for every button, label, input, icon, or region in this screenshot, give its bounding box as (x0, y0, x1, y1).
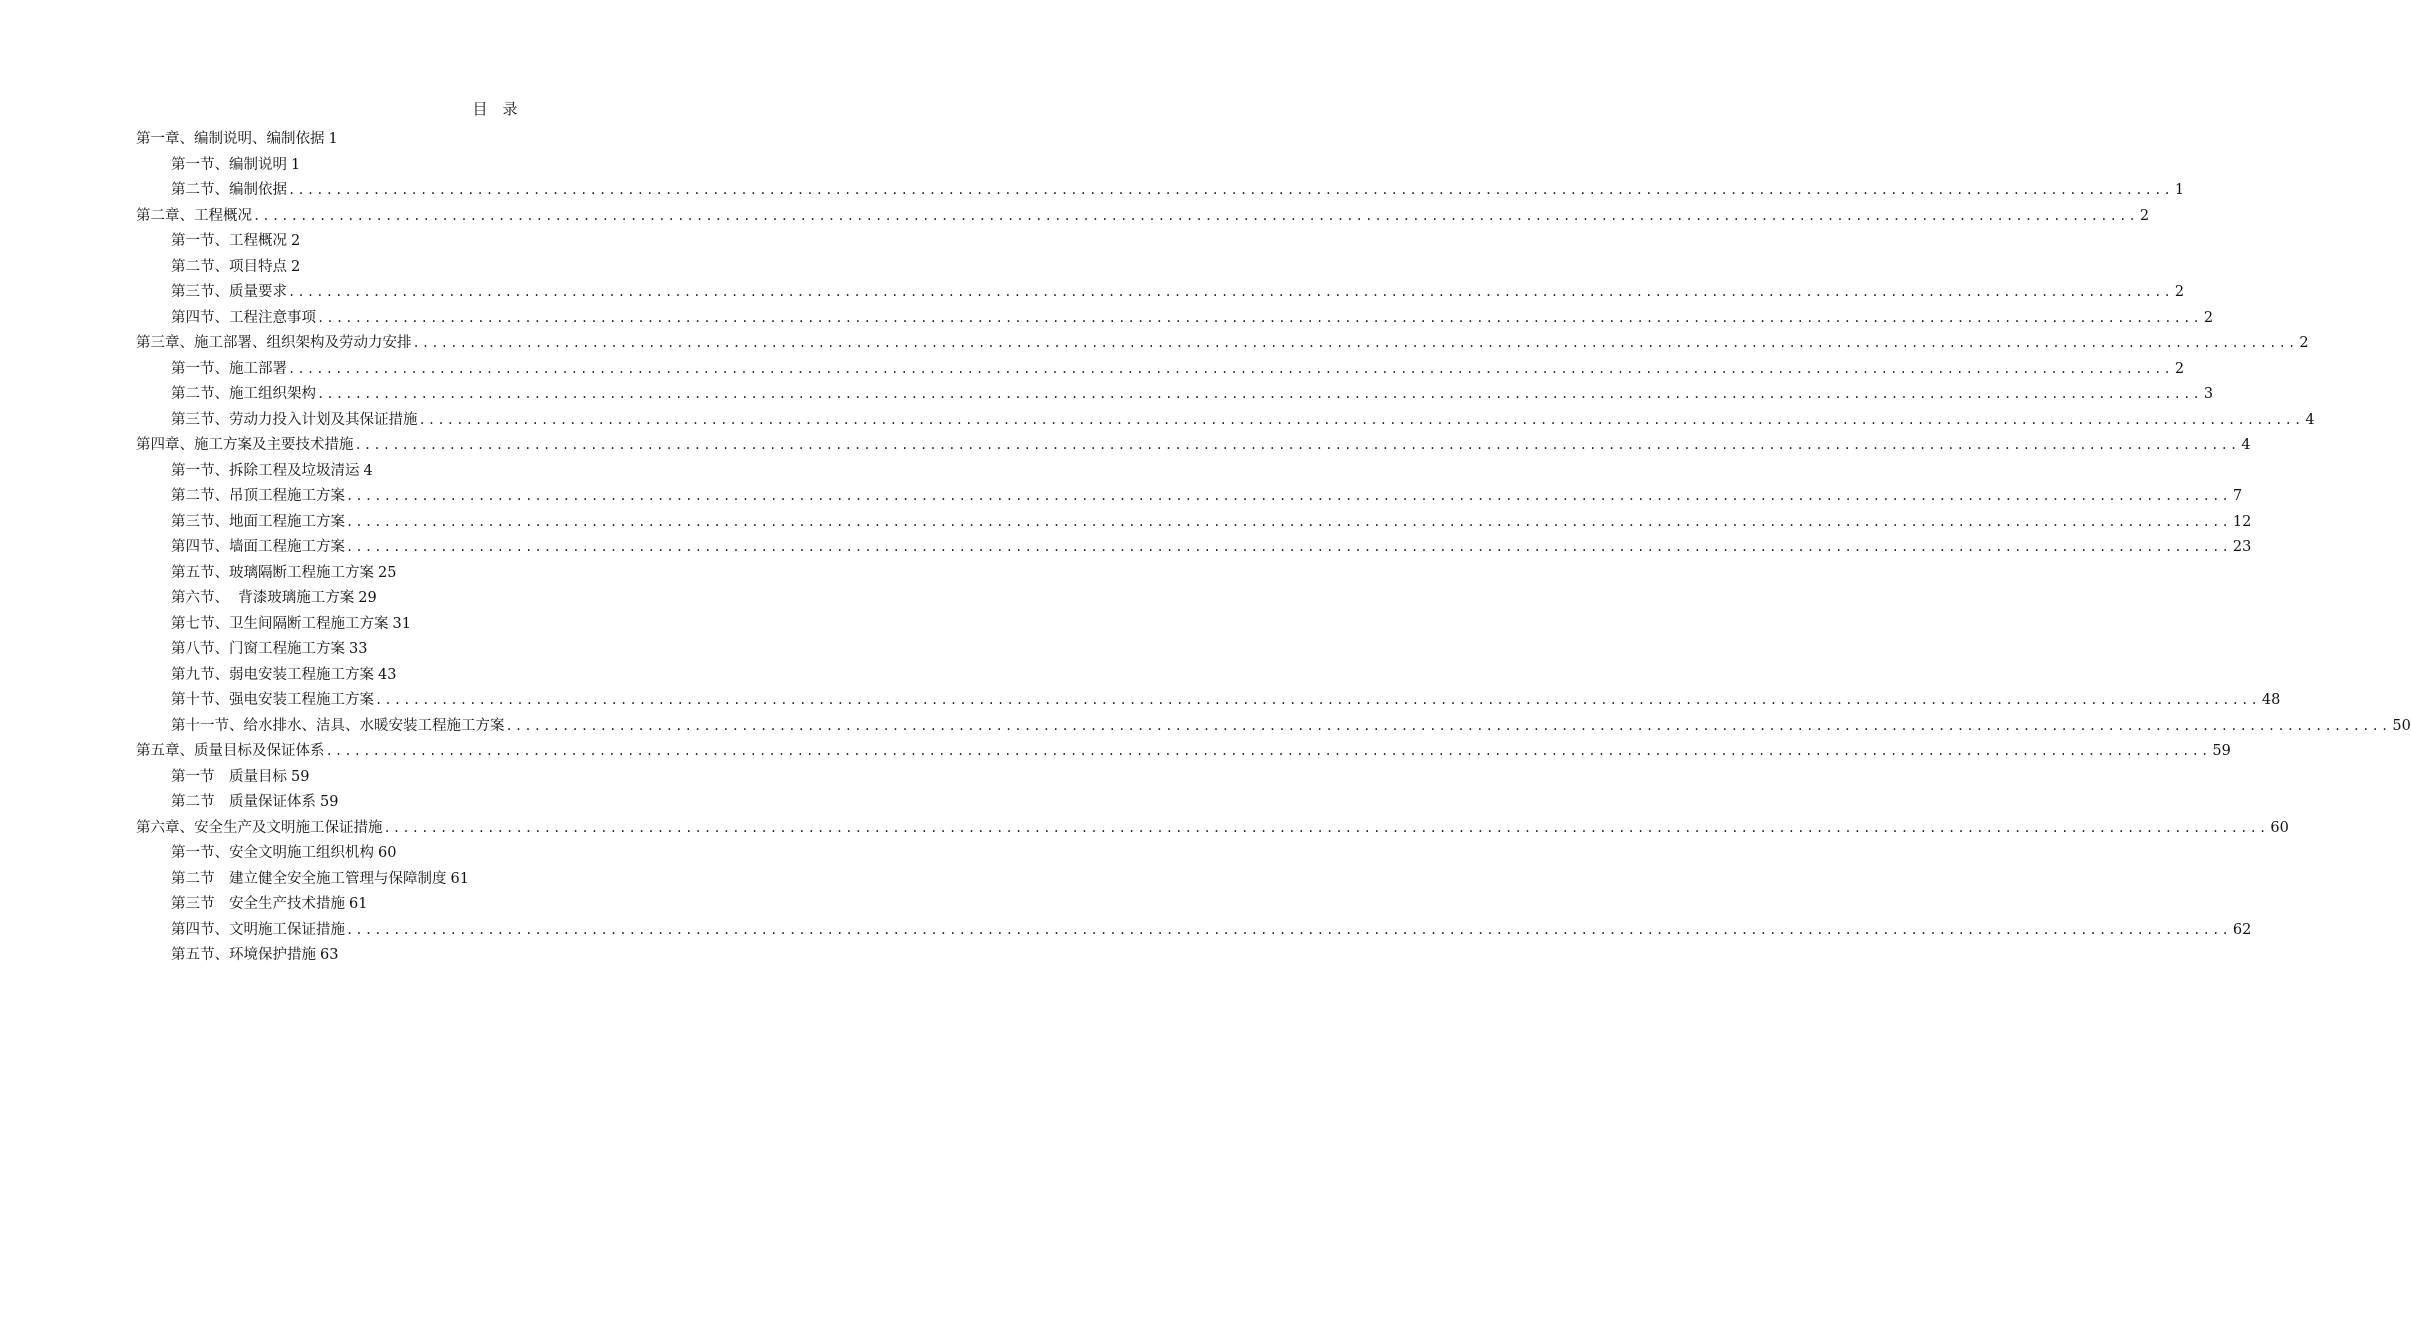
toc-section-entry[interactable] (171, 943, 851, 968)
toc-chapter-entry[interactable] (136, 204, 2150, 229)
toc-dot-leader: ........................................................................................................................................................................................................ (317, 387, 2202, 401)
toc-entry-label: 第六章、安全生产及文明施工保证措施 (136, 819, 383, 836)
toc-dot-leader: ........................................................................................................................................................................................................ (288, 285, 2173, 299)
toc-page-number: 61 (349, 896, 368, 912)
toc-entry-label: 第二节、项目特点 (171, 258, 287, 275)
toc-dot-leader: ........................................................................................................................................................................................................ (505, 718, 2391, 733)
toc-chapter-entry[interactable] (136, 816, 2289, 841)
toc-entry-label: 第四节、工程注意事项 (171, 309, 316, 326)
toc-page-number: 61 (450, 870, 469, 887)
toc-section-entry[interactable] (171, 714, 2411, 739)
toc-page-number: 25 (378, 564, 397, 581)
toc-entry-label: 第二节 质量保证体系 (171, 794, 316, 810)
toc-page-number: 4 (2241, 437, 2251, 453)
toc-entry-label: 第四节、墙面工程施工方案 (171, 539, 345, 555)
toc-page-number: 23 (2232, 539, 2252, 555)
toc-entry-label: 第九节、弱电安装工程施工方案 (171, 666, 374, 683)
toc-section-entry[interactable] (171, 255, 851, 280)
toc-section-entry[interactable] (171, 459, 851, 484)
toc-section-entry[interactable] (171, 280, 2185, 305)
toc-section-entry[interactable] (171, 382, 2214, 407)
toc-entry-label: 第十一节、给水排水、洁具、水暖安装工程施工方案 (171, 717, 505, 734)
toc-title: 目 录 (472, 100, 518, 118)
toc-section-entry[interactable] (171, 561, 851, 586)
toc-entry-label: 第二章、工程概况 (136, 207, 252, 224)
toc-dot-leader: ........................................................................................................................................................................................................ (288, 183, 2173, 197)
toc-dot-leader: ........................................................................................................................................................................................................ (354, 438, 2240, 452)
toc-dot-leader: ........................................................................................................................................................................................................ (412, 336, 2298, 350)
toc-dot-leader: ........................................................................................................................................................................................................ (418, 412, 2304, 427)
toc-entry-label: 第一节、拆除工程及垃圾清运 (171, 462, 360, 479)
toc-section-entry[interactable] (171, 663, 851, 688)
toc-entry-label: 第一节、工程概况 (171, 233, 287, 249)
toc-section-entry[interactable] (171, 229, 851, 254)
toc-page-number: 33 (349, 641, 368, 657)
toc-chapter-entry[interactable] (136, 433, 2251, 458)
toc-section-entry[interactable] (171, 510, 2252, 535)
toc-dot-leader: ........................................................................................................................................................................................................ (346, 514, 2231, 529)
toc-page-number: 63 (320, 947, 339, 963)
toc-section-entry[interactable] (171, 637, 851, 662)
toc-page-number: 59 (291, 768, 310, 785)
toc-page-number: 60 (378, 845, 397, 861)
toc-page-number: 12 (2232, 513, 2252, 530)
toc-section-entry[interactable] (171, 867, 851, 892)
toc-entry-label: 第一节、施工部署 (171, 360, 287, 377)
toc-page-number: 2 (2299, 335, 2309, 351)
toc-section-entry[interactable] (171, 892, 851, 917)
toc-dot-leader: ........................................................................................................................................................................................................ (253, 208, 2138, 223)
toc-page-number: 59 (320, 794, 339, 810)
toc-entry-label: 第二节、吊顶工程施工方案 (171, 488, 345, 504)
toc-entry-label: 第三节、地面工程施工方案 (171, 513, 345, 530)
toc-entry-label: 第十节、强电安装工程施工方案 (171, 692, 374, 708)
toc-section-entry[interactable] (171, 790, 851, 815)
toc-entry-label: 第二节、编制依据 (171, 182, 287, 198)
toc-page-number: 62 (2232, 921, 2252, 938)
toc-dot-leader: ........................................................................................................................................................................................................ (288, 361, 2173, 376)
toc-page-number: 29 (358, 590, 377, 606)
toc-dot-leader: ........................................................................................................................................................................................................ (325, 744, 2211, 758)
toc-section-entry[interactable] (171, 586, 851, 611)
toc-page-number: 31 (392, 615, 411, 632)
toc-page-number: 59 (2212, 743, 2231, 759)
toc-entry-label: 第二节 建立健全安全施工管理与保障制度 (171, 870, 447, 887)
toc-page-number: 50 (2392, 717, 2411, 734)
toc-entry-label: 第一节 质量目标 (171, 768, 287, 785)
toc-entry-label: 第一节、安全文明施工组织机构 (171, 845, 374, 861)
toc-entry-label: 第三章、施工部署、组织架构及劳动力安排 (136, 335, 412, 351)
toc-entry-label: 第四章、施工方案及主要技术措施 (136, 437, 354, 453)
toc-section-entry[interactable] (171, 484, 2243, 509)
toc-page-number: 2 (291, 233, 301, 249)
toc-entry-label: 第五章、质量目标及保证体系 (136, 743, 325, 759)
toc-entry-label: 第二节、施工组织架构 (171, 386, 316, 402)
toc-dot-leader: ........................................................................................................................................................................................................ (383, 820, 2269, 835)
toc-section-entry[interactable] (171, 408, 2315, 433)
toc-entry-label: 第八节、门窗工程施工方案 (171, 641, 345, 657)
toc-entry-label: 第三节、质量要求 (171, 284, 287, 300)
toc-section-entry[interactable] (171, 357, 2185, 382)
toc-entry-label: 第五节、环境保护措施 (171, 947, 316, 963)
toc-page-number: 2 (2174, 284, 2185, 300)
toc-page-number: 4 (2305, 411, 2315, 428)
toc-page-number: 48 (2261, 692, 2281, 708)
toc-entry-label: 第六节、 背漆玻璃施工方案 (171, 590, 355, 606)
toc-entry-label: 第四节、文明施工保证措施 (171, 921, 345, 938)
toc-page-number: 1 (2174, 182, 2185, 198)
toc-page-number: 3 (2203, 386, 2214, 402)
toc-entry-label: 第五节、玻璃隔断工程施工方案 (171, 564, 374, 581)
toc-page-number: 43 (378, 666, 397, 683)
toc-section-entry[interactable] (171, 918, 2252, 943)
toc-dot-leader: ........................................................................................................................................................................................................ (346, 489, 2231, 503)
toc-section-entry[interactable] (171, 306, 2214, 331)
toc-entry-label: 第一章、编制说明、编制依据 (136, 131, 325, 147)
toc-page-number: 2 (291, 258, 301, 275)
toc-page-number: 2 (2174, 360, 2185, 377)
toc-page-number: 7 (2232, 488, 2243, 504)
toc-section-entry[interactable] (171, 178, 2185, 203)
toc-page-number: 1 (291, 156, 301, 173)
toc-page-number: 60 (2270, 819, 2289, 836)
toc-dot-leader: ........................................................................................................................................................................................................ (346, 540, 2231, 554)
toc-chapter-entry[interactable] (136, 331, 2309, 356)
toc-page-number: 4 (363, 462, 373, 479)
toc-dot-leader: ........................................................................................................................................................................................................ (375, 693, 2260, 707)
toc-section-entry[interactable] (171, 612, 851, 637)
toc-entry-label: 第三节、劳动力投入计划及其保证措施 (171, 411, 418, 428)
toc-section-entry[interactable] (171, 765, 851, 790)
toc-section-entry[interactable] (171, 535, 2252, 560)
toc-entry-label: 第三节 安全生产技术措施 (171, 896, 345, 912)
toc-entry-label: 第七节、卫生间隔断工程施工方案 (171, 615, 389, 632)
toc-dot-leader: ........................................................................................................................................................................................................ (346, 922, 2231, 937)
toc-entry-label: 第一节、编制说明 (171, 156, 287, 173)
toc-section-entry[interactable] (171, 688, 2281, 713)
toc-section-entry[interactable] (171, 841, 851, 866)
toc-page-number: 1 (328, 131, 338, 147)
toc-chapter-entry[interactable] (136, 739, 2231, 764)
toc-dot-leader: ........................................................................................................................................................................................................ (317, 310, 2202, 325)
toc-chapter-entry[interactable] (136, 127, 851, 152)
toc-page-number: 2 (2203, 309, 2214, 326)
toc-page-number: 2 (2139, 207, 2150, 224)
toc-section-entry[interactable] (171, 153, 851, 178)
